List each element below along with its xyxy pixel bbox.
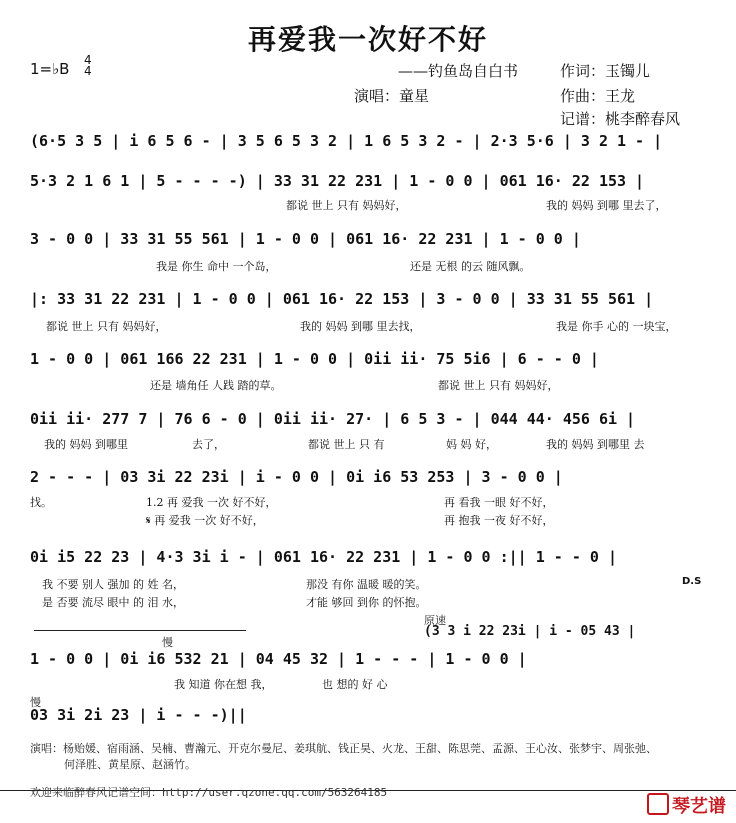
tempo-mark: 原速 (424, 614, 446, 627)
composer-credit: 作曲：王龙 (560, 87, 636, 105)
meter-bottom: 4 (84, 64, 92, 78)
lyric-8c: 是 否要 流尽 眼中 的 泪 水， (42, 596, 184, 609)
lyric-8a: 我 不要 别人 强加 的 姓 名， (42, 578, 184, 591)
performers-list (30, 740, 657, 756)
brand-icon (647, 793, 669, 815)
lyric-7b: 1.2 再 爱我 一次 好不好， (146, 496, 277, 509)
lyric-7c: 再 看我 一眼 好不好， (444, 496, 554, 509)
lyric-2a: 都说 世上 只有 妈妈好， (286, 199, 407, 212)
lyric-8d: 才能 够回 到你 的怀抱。 (306, 596, 427, 609)
lyric-6d: 妈 妈 好， (446, 438, 497, 451)
lyric-9a: 我 知道 你在想 我， (174, 678, 273, 691)
lyric-6b: 去了， (192, 438, 225, 451)
meter-top: 4 (84, 53, 92, 67)
lyric-4a: 都说 世上 只有 妈妈好， (46, 320, 167, 333)
transcriber-credit: 记谱：桃李醉春风 (560, 110, 681, 128)
lyric-3a: 我是 你生 命中 一个岛， (156, 260, 277, 273)
staff-line-6: 0ii ii· 277 7 | 76 6 - 0 | 0ii ii· 27· | 6 5 3 - | 044 44· 456 6i | (30, 410, 636, 428)
page-title: 再爱我一次好不好 (247, 23, 488, 56)
lyricist-credit: 作词：玉镯儿 (560, 62, 651, 80)
lyric-2b: 我的 妈妈 到哪 里去了， (546, 199, 667, 212)
slow-mark-1: 慢 (162, 636, 173, 649)
lyric-6c: 都说 世上 只 有 (308, 438, 385, 451)
performers-names: 杨贻媛、宿雨涵、吴楠、曹瀚元、开克尔曼尼、姜琪航、钱正昊、火龙、王甜、陈思莞、孟源、王心汝、张梦宇、周张弛、 (63, 742, 657, 755)
triplet-bracket (34, 630, 246, 631)
staff-line-10: 03 3i 2i 23 | i - - -)|| (30, 706, 247, 724)
lyric-5a: 还是 墙角任 人践 踏的草。 (150, 379, 282, 392)
performers-label: 演唱： (30, 742, 63, 755)
lyric-9b: 也 想的 好 心 (322, 678, 388, 691)
lyric-7e: 再 抱我 一夜 好不好， (444, 514, 554, 527)
time-signature (84, 55, 92, 77)
brand-logo (647, 792, 726, 818)
lyric-6a: 我的 妈妈 到哪里 (44, 438, 128, 451)
staff-line-9: 1 - 0 0 | 0i i6 532 21 | 04 45 32 | 1 - - - | 1 - 0 0 | (30, 650, 527, 668)
ds-mark: D.S (682, 576, 702, 587)
staff-line-8: 0i i5 22 23 | 4·3 3i i - | 061 16· 22 231 | 1 - 0 0 :|| 1 - - 0 | (30, 548, 617, 566)
staff-line-1: (6·5 3 5 | i 6 5 6 - | 3 5 6 5 3 2 | 1 6 5 3 2 - | 2·3 5·6 | 3 2 1 - | (30, 132, 663, 150)
lyric-3b: 还是 无根 的云 随风飘。 (410, 260, 531, 273)
lyric-4c: 我是 你手 心的 一块宝， (556, 320, 677, 333)
lyric-6e: 我的 妈妈 到哪里 去 (546, 438, 645, 451)
source-credit: ——钓鱼岛自白书 (398, 62, 519, 80)
brand-name: 琴艺谱 (672, 796, 726, 817)
staff-line-3: 3 - 0 0 | 33 31 55 561 | 1 - 0 0 | 061 16· 22 231 | 1 - 0 0 | (30, 230, 581, 248)
lyric-7d: 𝄋 再 爱我 一次 好不好， (146, 514, 264, 527)
staff-line-5: 1 - 0 0 | 061 166 22 231 | 1 - 0 0 | 0ii ii· 75 5i6 | 6 - - 0 | (30, 350, 599, 368)
footer-url: 欢迎来临醉春风记谱空间：http://user.qzone.qq.com/563264185 (30, 786, 388, 799)
staff-line-2: 5·3 2 1 6 1 | 5 - - - -) | 33 31 22 231 | 1 - 0 0 | 061 16· 22 153 | (30, 172, 645, 190)
staff-line-7: 2 - - - | 03 3i 22 23i | i - 0 0 | 0i i6 53 253 | 3 - 0 0 | (30, 468, 563, 486)
lyric-4b: 我的 妈妈 到哪 里去找， (300, 320, 421, 333)
slow-mark-2: 慢 (30, 696, 41, 709)
lyric-5b: 都说 世上 只有 妈妈好， (438, 379, 559, 392)
staff-line-9-above: (3 3 i 22 23i | i - 05 43 | (424, 624, 636, 639)
lyric-7a: 找。 (30, 496, 52, 509)
singer-credit: 演唱：童星 (354, 87, 430, 105)
performers-list-cont: 何泽胜、黄星原、赵涵竹。 (64, 758, 196, 771)
lyric-8b: 那没 有你 温暖 暖的笑。 (306, 578, 427, 591)
key-signature: 1=♭B (30, 60, 70, 78)
staff-line-4: |: 33 31 22 231 | 1 - 0 0 | 061 16· 22 153 | 3 - 0 0 | 33 31 55 561 | (30, 290, 654, 308)
